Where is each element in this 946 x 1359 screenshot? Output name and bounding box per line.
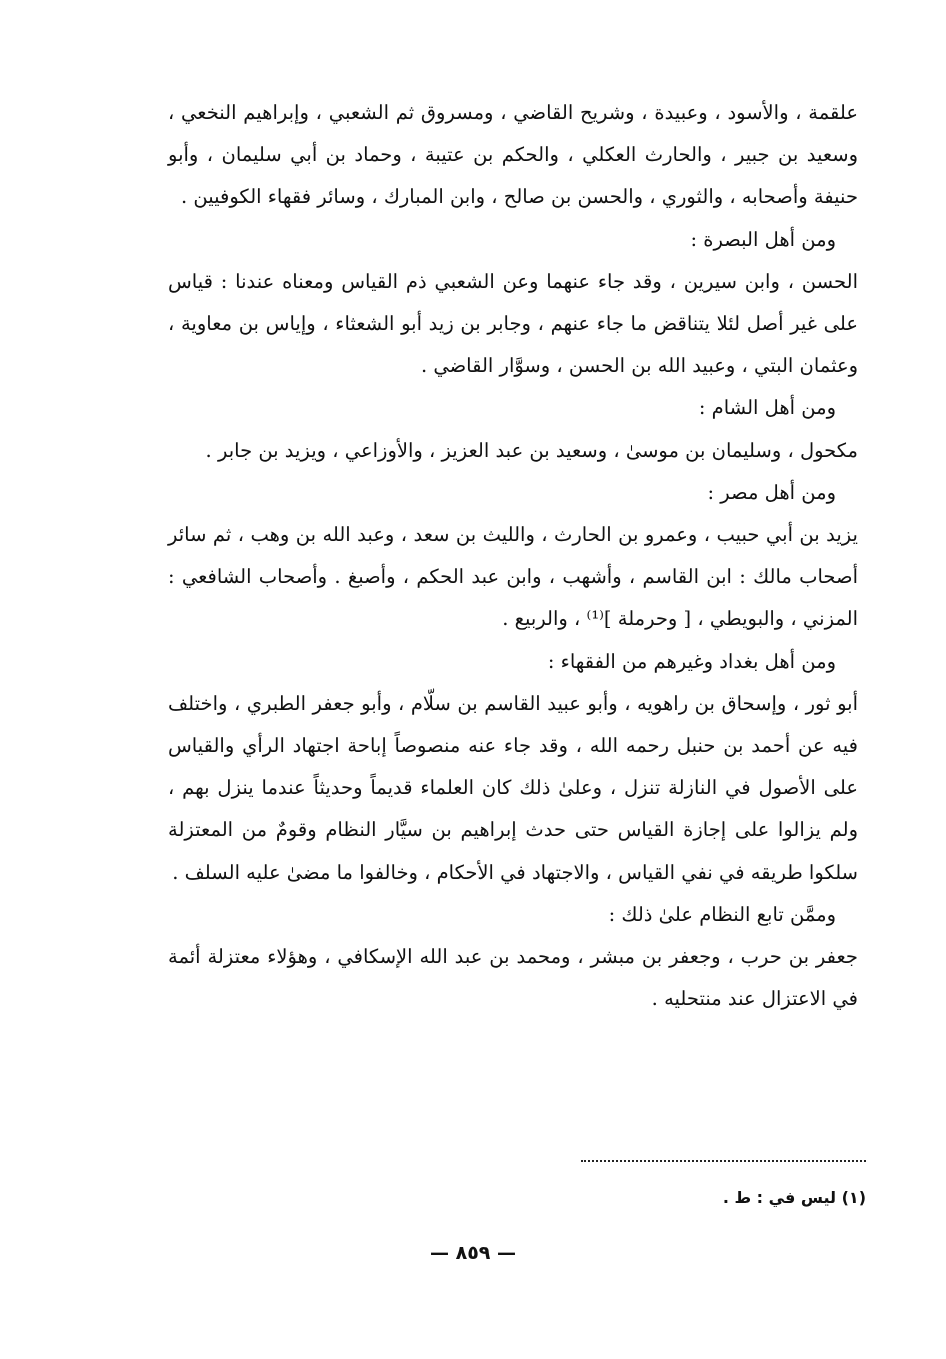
heading-basra: ومن أهل البصرة : (690, 227, 836, 251)
paragraph-kufa-scholars: علقمة ، والأسود ، وعبيدة ، وشريح القاضي ، ومسروق ثم الشعبي ، وإبراهيم النخعي ، وسعيد بن جبير ، والحارث العكلي ، والحكم بن عتيبة ، وحماد بن أبي سليمان ، وأبو حنيفة وأصحابه ، والثوري ، والحسن بن صالح ، وابن المبارك ، وسائر فقهاء الكوفيين . (168, 101, 858, 209)
paragraph-sham-scholars: مكحول ، وسليمان بن موسىٰ ، وسعيد بن عبد العزيز ، والأوزاعي ، ويزيد بن جابر . (205, 438, 858, 462)
page-number: — ٨٥٩ — (429, 1242, 517, 1264)
paragraph-basra-scholars: الحسن ، وابن سيرين ، وقد جاء عنهما وعن الشعبي ذم القياس ومعناه عندنا : قياس على غير أصل لئلا يتناقض ما جاء عنهم ، وجابر بن زيد أبو الشعثاء ، وإياس بن معاوية ، وعثمان البتي ، وعبيد الله بن الحسن ، وسوَّار القاضي . (168, 269, 858, 378)
paragraph-nazzam-followers: جعفر بن حرب ، وجعفر بن مبشر ، ومحمد بن عبد الله الإسكافي ، وهؤلاء معتزلة أئمة في الاعتزال عند منتحليه . (168, 945, 858, 1011)
paragraph-baghdad-scholars: أبو ثور ، وإسحاق بن راهويه ، وأبو عبيد القاسم بن سلّام ، وأبو جعفر الطبري ، واختلف فيه عن أحمد بن حنبل رحمه الله ، وقد جاء عنه منصوصاً إباحة اجتهاد الرأي والقياس على الأصول في النازلة تنزل ، وعلىٰ ذلك كان العلماء قديماً وحديثاً عندما ينزل بهم ، ولم يزالوا على إجازة القياس حتى حدث إبراهيم بن سيَّار النظام وقومٌ من المعتزلة سلكوا طريقه في نفي القياس ، والاجتهاد في الأحكام ، وخالفوا ما مضىٰ عليه السلف . (168, 691, 858, 884)
footnote-separator (581, 1160, 866, 1162)
heading-egypt: ومن أهل مصر : (707, 480, 836, 504)
heading-sham: ومن أهل الشام : (698, 396, 836, 420)
heading-baghdad: ومن أهل بغداد وغيرهم من الفقهاء : (547, 649, 836, 673)
footnote: (١) ليس في : ط . (722, 1188, 866, 1207)
main-text (168, 92, 868, 1020)
heading-nazzam-followers: وممَّن تابع النظام علىٰ ذلك : (608, 902, 836, 926)
paragraph-egypt-scholars: يزيد بن أبي حبيب ، وعمرو بن الحارث ، والليث بن سعد ، وعبد الله بن وهب ، ثم سائر أصحاب مالك : ابن القاسم ، وأشهب ، وابن عبد الحكم ، وأصبغ . وأصحاب الشافعي : المزني ، والبويطي ، [ وحرملة ]⁽¹⁾ ، والربيع . (168, 523, 858, 631)
